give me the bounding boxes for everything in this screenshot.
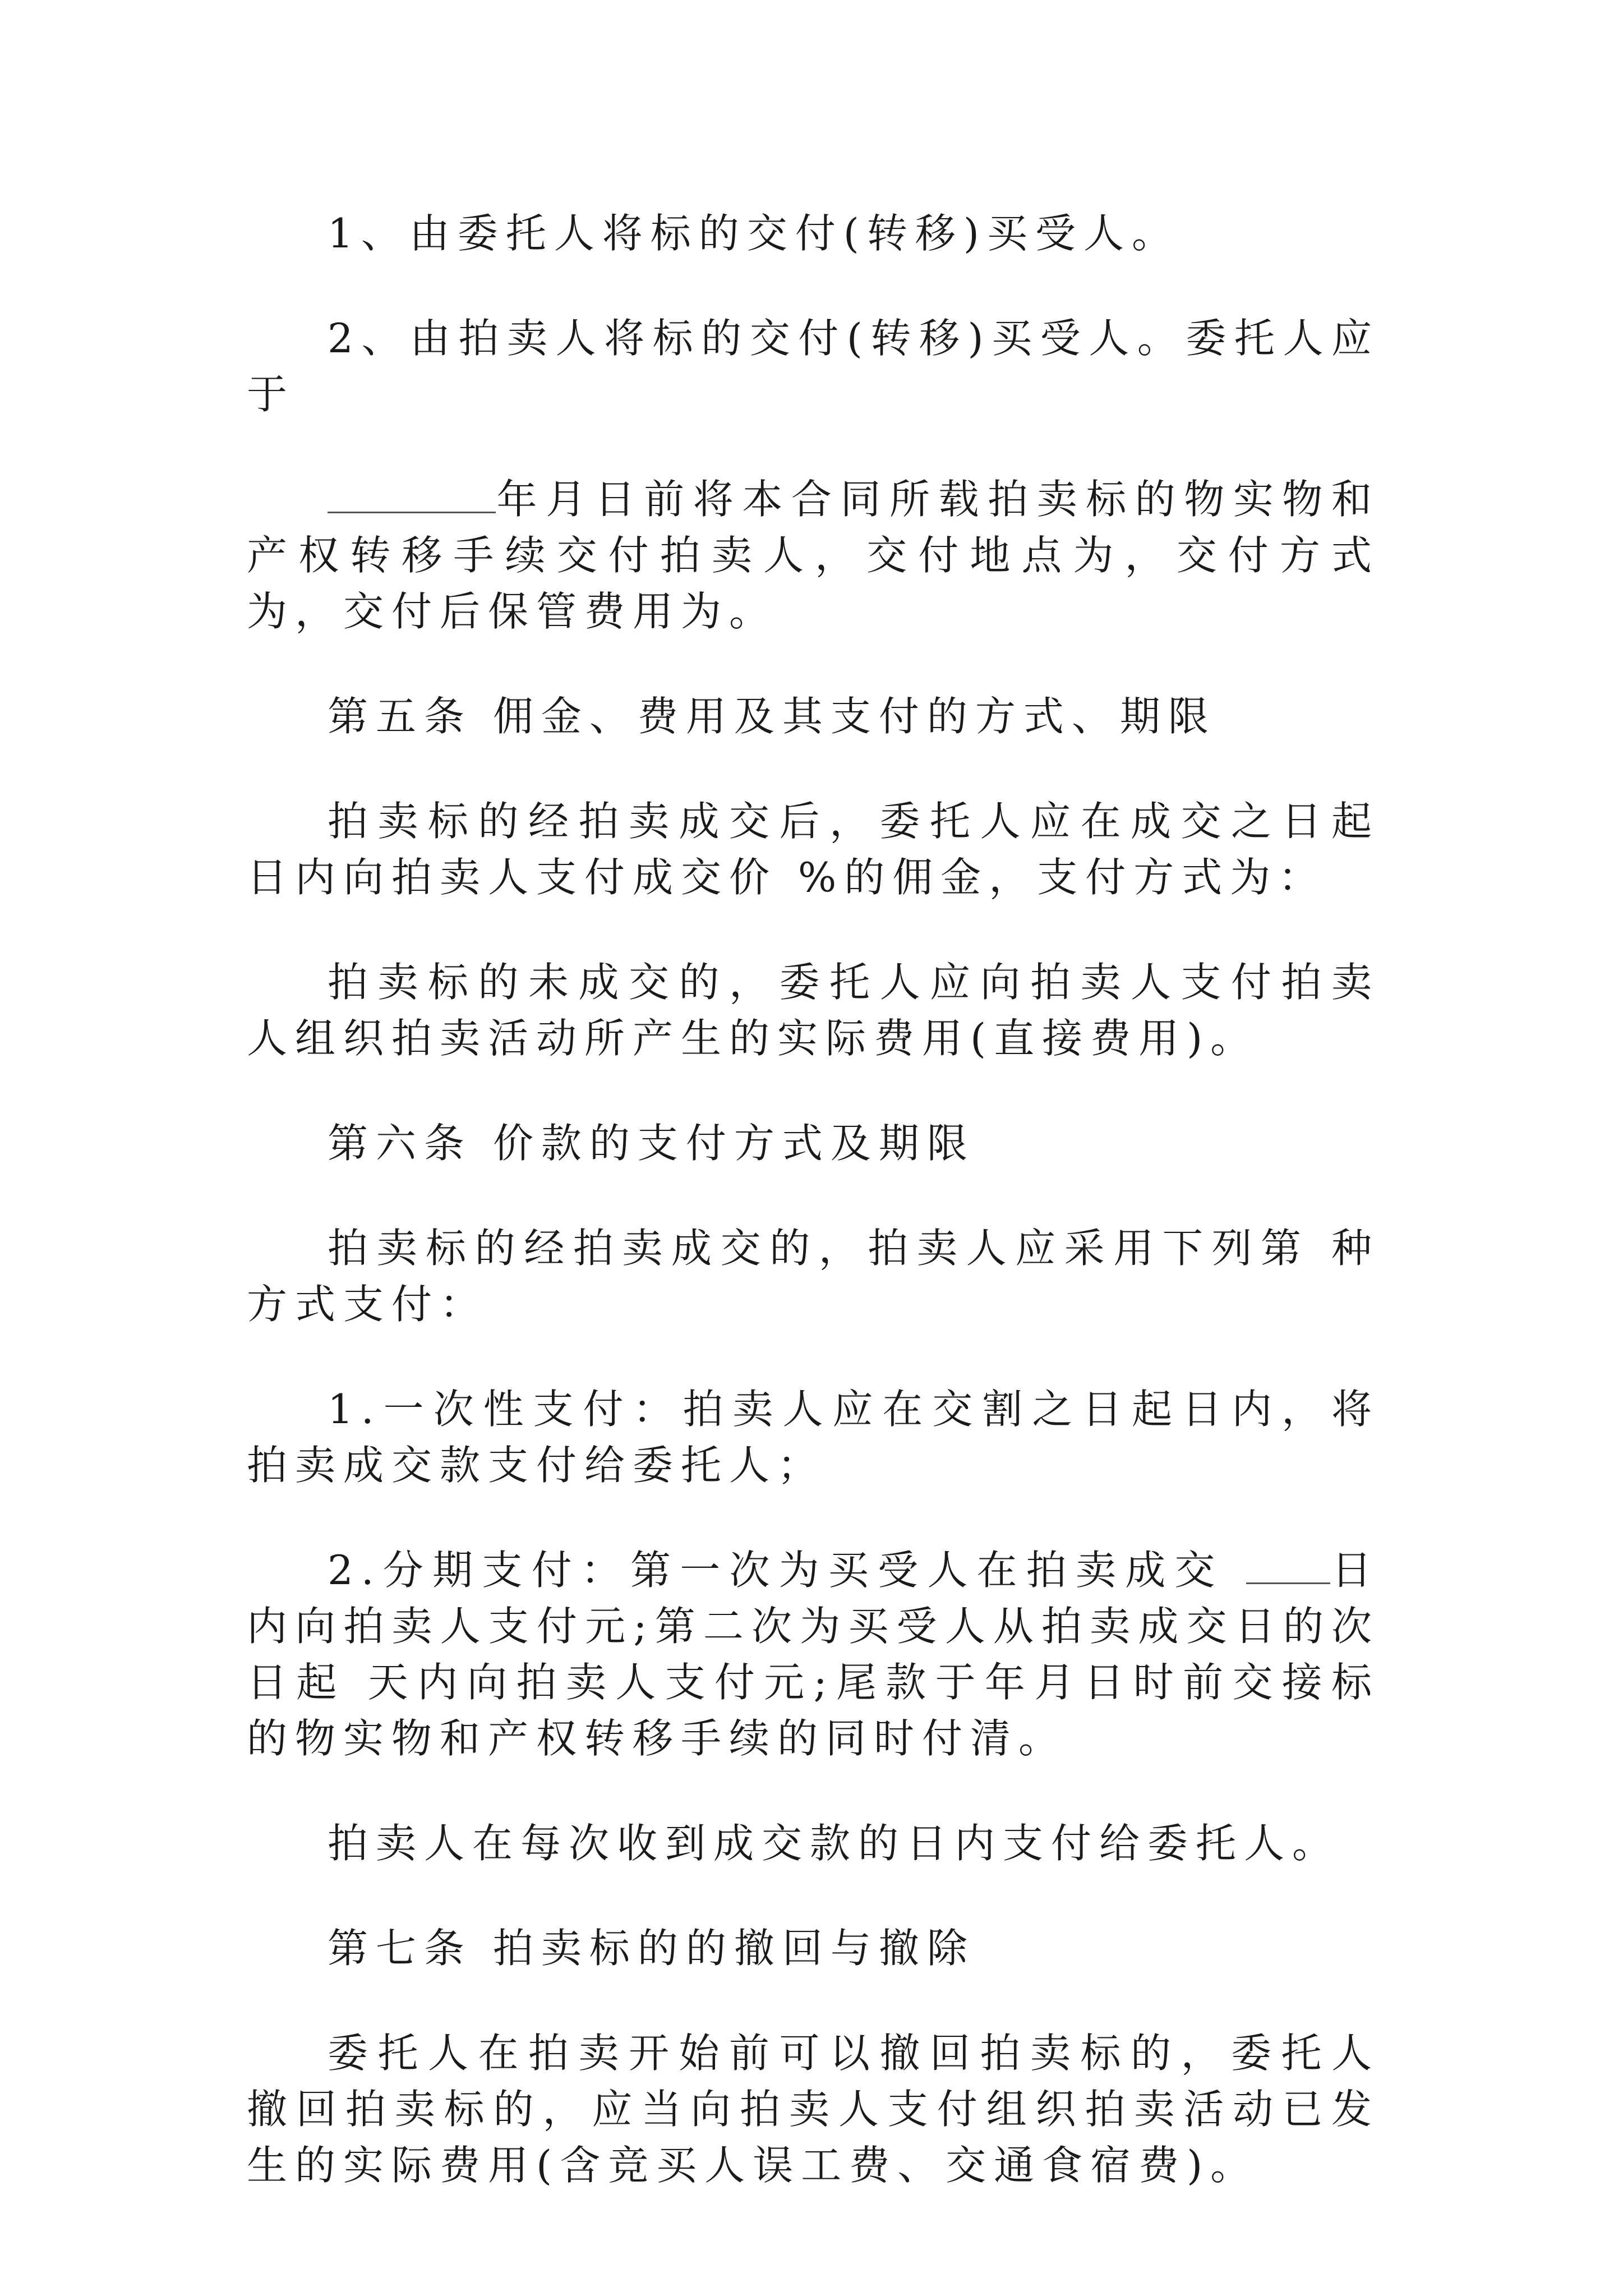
paragraph-clause-1: 1、由委托人将标的交付(转移)买受人。	[328, 210, 1180, 257]
heading-article-6: 第六条 价款的支付方式及期限	[328, 1120, 975, 1167]
paragraph-commission: 拍卖标的经拍卖成交后，委托人应在成交之日起日内向拍卖人支付成交价 %的佣金，支付方式为：	[247, 798, 1380, 901]
paragraph-installments	[247, 1542, 1380, 1766]
paragraph-installments-start: 2.分期支付：第一次为买受人在拍卖成交	[328, 1547, 1246, 1594]
paragraph-payment-method: 拍卖标的经拍卖成交的，拍卖人应采用下列第 种方式支付：	[247, 1225, 1380, 1328]
paragraph-lump-sum: 1.一次性支付：拍卖人应在交割之日起日内，将拍卖成交款支付给委托人；	[247, 1386, 1380, 1489]
paragraph-delivery-details	[247, 471, 1380, 639]
paragraph-clause-2: 2、由拍卖人将标的交付(转移)买受人。委托人应于	[247, 315, 1380, 418]
paragraph-remittance: 拍卖人在每次收到成交款的日内支付给委托人。	[328, 1820, 1341, 1867]
heading-article-7: 第七条 拍卖标的的撤回与撤除	[328, 1925, 975, 1972]
paragraph-unsold-costs: 拍卖标的未成交的，委托人应向拍卖人支付拍卖人组织拍卖活动所产生的实际费用(直接费用)。	[247, 959, 1380, 1062]
document-body	[247, 205, 1380, 2242]
heading-article-5: 第五条 佣金、费用及其支付的方式、期限	[328, 693, 1216, 740]
paragraph-delivery-text: 年月日前将本合同所载拍卖标的物实物和产权转移手续交付拍卖人，交付地点为，交付方式为，交付后保管费用为。	[247, 476, 1380, 635]
paragraph-withdrawal: 委托人在拍卖开始前可以撤回拍卖标的，委托人撤回拍卖标的，应当向拍卖人支付组织拍卖活动已发生的实际费用(含竞买人误工费、交通食宿费)。	[247, 2030, 1380, 2189]
paragraph-installments-rest: 日内向拍卖人支付元;第二次为买受人从拍卖成交日的次日起 天内向拍卖人支付元;尾款于年月日时前交接标的物实物和产权转移手续的同时付清。	[247, 1547, 1380, 1762]
fill-in-blank	[328, 475, 496, 513]
fill-in-blank	[1246, 1546, 1330, 1584]
